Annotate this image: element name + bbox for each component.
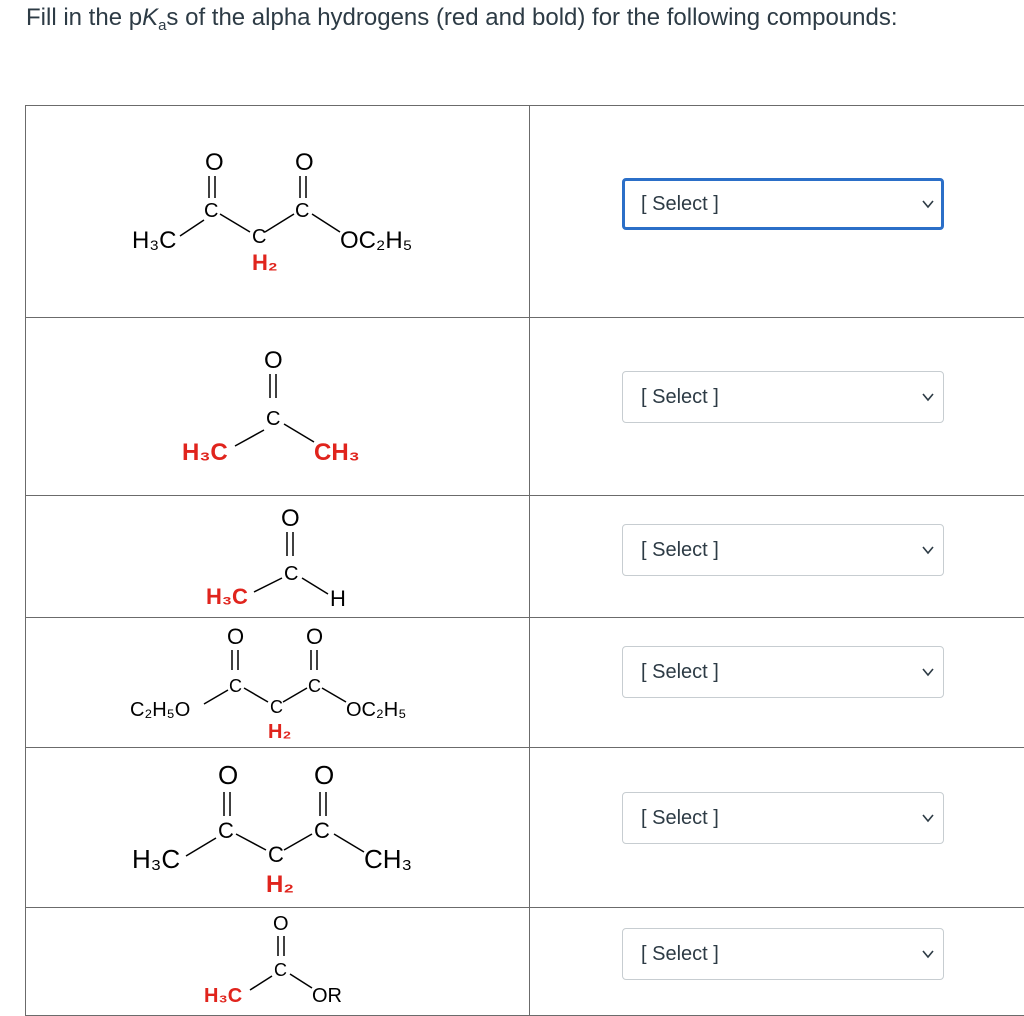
svg-text:CH₃: CH₃ (314, 439, 360, 466)
svg-text:H: H (330, 586, 346, 611)
compound-cell (26, 748, 530, 908)
svg-text:H₃C: H₃C (206, 584, 248, 609)
svg-text:C: C (218, 818, 234, 843)
select-label: [ Select ] (641, 539, 719, 562)
svg-text:H₂: H₂ (268, 721, 291, 743)
svg-text:O: O (273, 913, 289, 935)
select-label: [ Select ] (641, 193, 719, 216)
svg-text:C: C (308, 676, 321, 696)
svg-text:O: O (306, 624, 323, 649)
chevron-down-icon (921, 390, 935, 404)
compound-cell (26, 496, 530, 618)
svg-text:C₂H₅O: C₂H₅O (130, 699, 190, 721)
svg-text:O: O (264, 347, 283, 374)
compound-cell (26, 908, 530, 1016)
pka-select-2[interactable] (622, 371, 944, 423)
svg-text:C: C (284, 563, 298, 585)
answer-cell (530, 496, 1024, 618)
table-row (26, 106, 1024, 318)
svg-text:H₃C: H₃C (132, 844, 180, 874)
svg-text:C: C (266, 408, 280, 430)
table-row (26, 496, 1024, 618)
select-label: [ Select ] (641, 661, 719, 684)
svg-text:C: C (252, 226, 266, 248)
table-row (26, 618, 1024, 748)
question-text: Fill in the $pK_as$ of the alpha hydrogens (red and bold) for the following compounds: (26, 4, 898, 34)
chevron-down-icon (921, 665, 935, 679)
chevron-down-icon (921, 811, 935, 825)
pka-select-1[interactable] (622, 178, 944, 230)
svg-text:OC₂H₅: OC₂H₅ (340, 227, 412, 254)
svg-text:C: C (268, 842, 284, 867)
chevron-down-icon (921, 543, 935, 557)
svg-text:H₂: H₂ (266, 871, 294, 898)
svg-text:H₂: H₂ (252, 250, 278, 275)
svg-text:O: O (281, 505, 300, 532)
svg-text:C: C (270, 697, 283, 717)
chevron-down-icon (921, 947, 935, 961)
pka-select-3[interactable] (622, 524, 944, 576)
svg-text:C: C (314, 818, 330, 843)
svg-text:OC₂H₅: OC₂H₅ (346, 699, 406, 721)
svg-text:H₃C: H₃C (204, 985, 242, 1007)
pka-select-5[interactable] (622, 792, 944, 844)
svg-text:H₃C: H₃C (182, 439, 228, 466)
svg-text:O: O (314, 760, 334, 790)
table-row (26, 748, 1024, 908)
svg-text:C: C (295, 200, 309, 222)
compound-cell (26, 106, 530, 318)
svg-text:CH₃: CH₃ (364, 844, 412, 874)
answer-cell (530, 618, 1024, 748)
select-label: [ Select ] (641, 386, 719, 409)
svg-text:O: O (218, 760, 238, 790)
svg-text:H₃C: H₃C (132, 227, 176, 254)
compound-cell (26, 618, 530, 748)
svg-text:O: O (227, 624, 244, 649)
svg-text:C: C (274, 960, 287, 980)
answer-cell (530, 106, 1024, 318)
svg-text:OR: OR (312, 985, 342, 1007)
pka-select-6[interactable] (622, 928, 944, 980)
svg-text:C: C (229, 676, 242, 696)
answer-cell (530, 318, 1024, 496)
svg-text:C: C (204, 200, 218, 222)
answer-cell (530, 908, 1024, 1016)
compound-cell (26, 318, 530, 496)
table-row (26, 908, 1024, 1016)
answer-cell (530, 748, 1024, 908)
select-label: [ Select ] (641, 943, 719, 966)
pka-select-4[interactable] (622, 646, 944, 698)
svg-text:O: O (295, 149, 314, 176)
svg-text:O: O (205, 149, 224, 176)
chevron-down-icon (921, 197, 935, 211)
select-label: [ Select ] (641, 807, 719, 830)
table-row (26, 318, 1024, 496)
answer-table (25, 105, 1024, 1016)
